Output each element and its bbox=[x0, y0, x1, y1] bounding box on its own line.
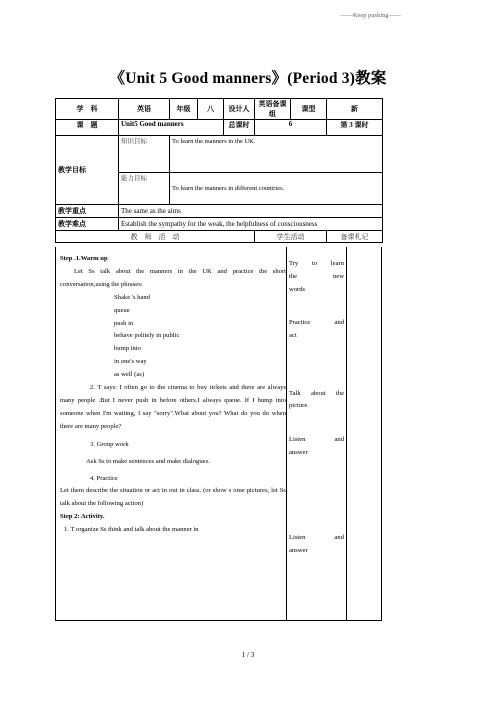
teacher-activity-header: 教 师 活 动 bbox=[56, 231, 255, 243]
student-activity-item: Listen and bbox=[289, 436, 344, 444]
phrase-item: Shake 's hand bbox=[114, 293, 150, 301]
practice-heading: 4. Practice bbox=[90, 474, 118, 482]
topic-value: Unit5 Good manners bbox=[119, 120, 224, 136]
phrase-item: bump into bbox=[114, 345, 141, 353]
step2-heading: Step 2: Activity. bbox=[60, 513, 105, 521]
student-activity-item: Try to learn bbox=[289, 260, 344, 267]
student-activity-column bbox=[289, 258, 344, 558]
student-activity-item: Listen and bbox=[289, 534, 344, 542]
student-activity-item: answer bbox=[289, 547, 308, 555]
student-activity-item: picture. bbox=[289, 402, 309, 410]
difficulty-label: 教学难点 bbox=[56, 218, 119, 231]
activity-paragraph: 1. T organize Ss think and talk about the manner in bbox=[64, 526, 199, 534]
subject-label: 学 科 bbox=[56, 99, 119, 120]
difficulty-value: Establish the sympathy for the weak, the helpfulness of consciousness bbox=[119, 218, 383, 231]
activity-body bbox=[55, 247, 382, 621]
student-activity-item: words bbox=[289, 285, 306, 293]
phrase-item: queue bbox=[114, 306, 130, 314]
student-activity-item: answer bbox=[289, 449, 308, 457]
phrase-item: in one's way bbox=[114, 358, 147, 366]
ability-label: 能力目标 bbox=[119, 173, 170, 205]
group-work-heading: 3. Group work bbox=[90, 440, 129, 448]
lesson-info-table bbox=[55, 98, 383, 243]
student-activity-header: 学生活动 bbox=[255, 231, 327, 243]
phrase-item: as well (as) bbox=[114, 371, 145, 379]
phrase-item: behave politely in public bbox=[114, 332, 180, 340]
page-title: 《Unit 5 Good manners》(Period 3)教案 bbox=[109, 70, 387, 87]
student-activity-item: act bbox=[289, 331, 297, 339]
period-value: 第 3 课时 bbox=[327, 120, 383, 136]
grade-label: 年级 bbox=[170, 99, 198, 120]
phrase-item: push in bbox=[114, 319, 134, 327]
notes-header: 备课札记 bbox=[327, 231, 383, 243]
warmup-paragraph: Let Ss talk about the manners in the UK and practice the short conversation,using the phrases: bbox=[60, 267, 286, 288]
total-label: 总课时 bbox=[224, 120, 255, 136]
type-label: 课型 bbox=[291, 99, 327, 120]
column-divider bbox=[286, 247, 287, 620]
goals-label: 教学目标 bbox=[56, 136, 119, 205]
focus-value: The same as the aims bbox=[119, 205, 383, 218]
knowledge-label: 知识目标 bbox=[119, 136, 170, 173]
teacher-activity-column bbox=[60, 253, 286, 537]
student-activity-item: Talk about the bbox=[289, 389, 344, 397]
subject-value: 英语 bbox=[119, 99, 170, 120]
student-activity-item: Practice and bbox=[289, 318, 344, 326]
type-value: 新 bbox=[327, 99, 383, 120]
ability-value: To learn the manners in different countries. bbox=[170, 173, 383, 205]
page-number: 1 / 3 bbox=[241, 651, 255, 659]
focus-label: 教学重点 bbox=[56, 205, 119, 218]
total-value: 6 bbox=[255, 120, 327, 136]
practice-text: Let them describe the situation or act in out in class. (or show s ome pictures, let Ss talk about the following action) bbox=[60, 487, 286, 508]
teacher-says-paragraph: 2. T says: I often go to the cinema to buy tickets and there are always many people .But I never push in before others.I always queue. If I bump into someone when I'm waiting, I say "sorry".What about you? What do you do when there are many people? bbox=[60, 384, 286, 430]
designer-value: 英语备课组 bbox=[255, 99, 291, 120]
topic-label: 课 题 bbox=[56, 120, 119, 136]
knowledge-value: To learn the manners in the UK. bbox=[170, 136, 383, 173]
header-motto: ——Keep pushing—— bbox=[340, 13, 401, 19]
group-work-text: Ask Ss to make sentences and make dialogues. bbox=[86, 457, 210, 465]
designer-label: 设计人 bbox=[224, 99, 255, 120]
step1-heading: Step .1.Warm up bbox=[60, 255, 108, 262]
student-activity-item: the new bbox=[289, 272, 344, 280]
grade-value: 八 bbox=[198, 99, 224, 120]
column-divider bbox=[346, 247, 347, 620]
